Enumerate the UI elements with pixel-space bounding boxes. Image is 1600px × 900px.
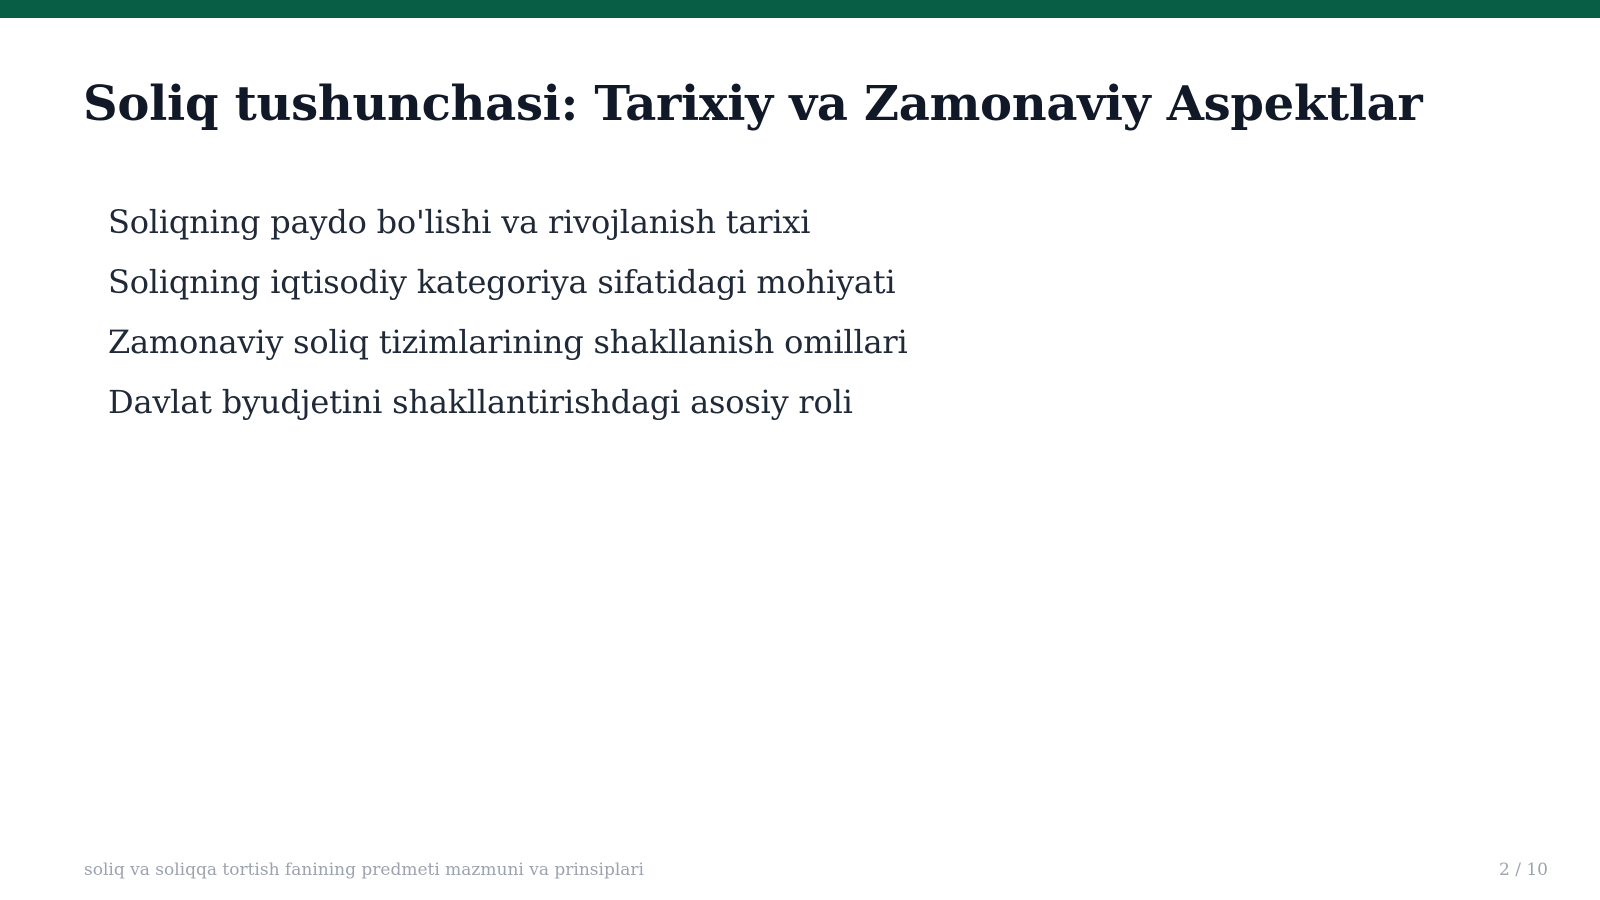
footer-course-title: soliq va soliqqa tortish fanining predmeti mazmuni va prinsiplari (84, 860, 644, 880)
bullet-item: Soliqning iqtisodiy kategoriya sifatidagi mohiyati (108, 263, 896, 301)
bullet-item: Soliqning paydo bo'lishi va rivojlanish tarixi (108, 203, 811, 241)
accent-top-bar (0, 0, 1600, 18)
bullet-list (108, 192, 908, 432)
bullet-item: Davlat byudjetini shakllantirishdagi asosiy roli (108, 383, 853, 421)
bullet-item: Zamonaviy soliq tizimlarining shakllanish omillari (108, 323, 908, 361)
slide-title: Soliq tushunchasi: Tarixiy va Zamonaviy Aspektlar (83, 76, 1423, 132)
page-indicator: 2 / 10 (1499, 860, 1548, 880)
